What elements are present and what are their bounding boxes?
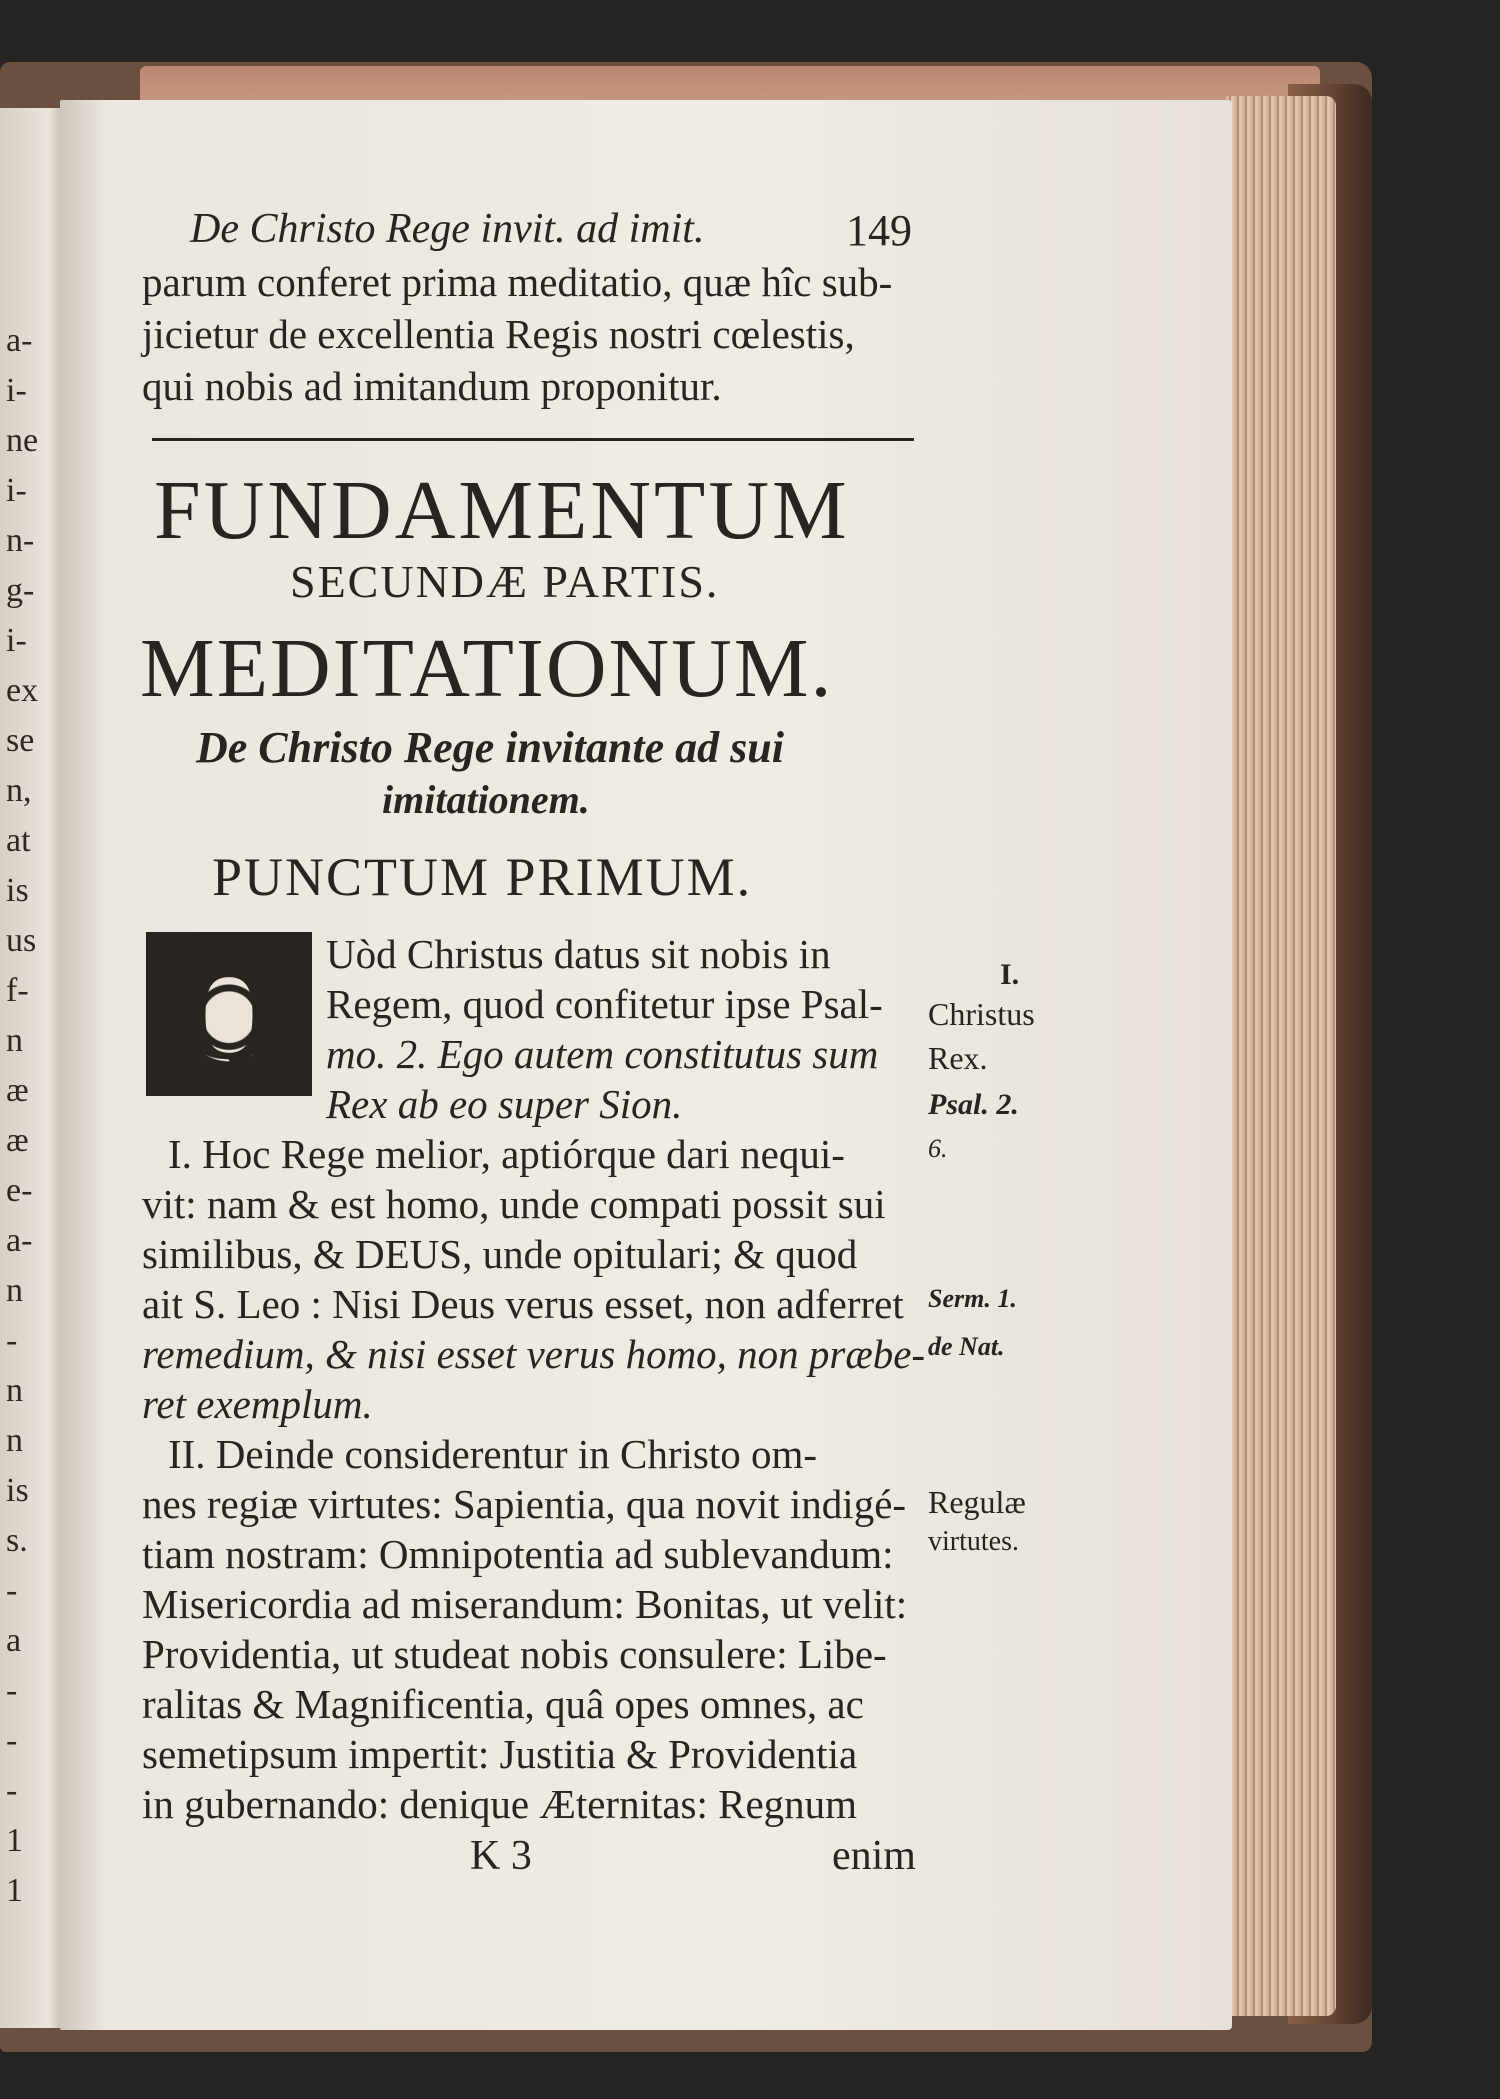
body-line: ait S. Leo : Nisi Deus verus esset, non adferret — [142, 1281, 904, 1327]
catchword: enim — [832, 1833, 916, 1879]
body-line: similibus, & DEUS, unde opitulari; & quod — [142, 1231, 858, 1277]
body-line: Misericordia ad miserandum: Bonitas, ut velit: — [142, 1581, 908, 1627]
left-page-fragment: i- — [6, 472, 27, 509]
left-page-fragment: a- — [6, 1222, 33, 1259]
margin-note: Psal. 2. — [928, 1088, 1019, 1121]
left-page-fragment: 1 — [6, 1822, 23, 1859]
left-page-fragment: e- — [6, 1172, 33, 1209]
body-line: tiam nostram: Omnipotentia ad sublevandum: — [142, 1531, 894, 1577]
left-page-fragment: g- — [6, 572, 35, 609]
body-line: vit: nam & est homo, unde compati possit sui — [142, 1181, 886, 1227]
left-page-fragment: - — [6, 1772, 18, 1809]
body-line: I. Hoc Rege melior, aptiórque dari nequi- — [168, 1131, 845, 1177]
cap-line: Regem, quod confitetur ipse Psal- — [326, 981, 883, 1027]
heading-fundamentum: FUNDAMENTUM — [154, 464, 850, 557]
left-page-fragment: a — [6, 1622, 22, 1659]
left-page-fragment: i- — [6, 622, 27, 659]
margin-note: I. — [1000, 958, 1020, 991]
left-page — [0, 108, 62, 2028]
ornamental-drop-cap — [146, 932, 312, 1096]
left-page-fragment: n, — [6, 772, 32, 809]
intro-line: parum conferet prima meditatio, quæ hîc sub- — [142, 259, 893, 305]
body-line: semetipsum impertit: Justitia & Providentia — [142, 1731, 858, 1777]
left-page-fragment: is — [6, 1472, 29, 1509]
left-page-fragment: s. — [6, 1522, 28, 1559]
cap-line: Rex ab eo super Sion. — [326, 1081, 683, 1127]
margin-note: Rex. — [928, 1040, 988, 1076]
left-page-fragment: n — [6, 1422, 23, 1459]
heading-secundae-partis: SECUNDÆ PARTIS. — [290, 556, 720, 607]
heading-meditationum: MEDITATIONUM. — [140, 622, 834, 715]
left-page-fragment: n — [6, 1272, 23, 1309]
cap-line: Uòd Christus datus sit nobis in — [326, 931, 831, 977]
left-page-fragment: - — [6, 1322, 18, 1359]
left-page-fragment: f- — [6, 972, 29, 1009]
intro-line: jicietur de excellentia Regis nostri cœlestis, — [142, 311, 855, 357]
body-line: II. Deinde considerentur in Christo om- — [168, 1431, 818, 1477]
margin-note: Regulæ — [928, 1484, 1026, 1520]
margin-note: virtutes. — [928, 1526, 1019, 1557]
left-page-fragment: us — [6, 922, 37, 959]
left-page-fragment: æ — [6, 1122, 29, 1159]
body-line: ralitas & Magnificentia, quâ opes omnes, ac — [142, 1681, 864, 1727]
body-line: nes regiæ virtutes: Sapientia, qua novit indigé- — [142, 1481, 907, 1527]
body-line: in gubernando: denique Æternitas: Regnum — [142, 1781, 858, 1827]
left-page-fragment: - — [6, 1672, 18, 1709]
margin-note: Christus — [928, 996, 1035, 1032]
margin-note: de Nat. — [928, 1332, 1005, 1361]
left-page-fragment: - — [6, 1722, 18, 1759]
body-line: remedium, & nisi esset verus homo, non præbe- — [142, 1331, 926, 1377]
left-page-fragment: i- — [6, 372, 27, 409]
left-page-fragment: is — [6, 872, 29, 909]
running-head: De Christo Rege invit. ad imit. — [190, 206, 705, 252]
cap-line: mo. 2. Ego autem constitutus sum — [326, 1031, 879, 1077]
left-page-fragment: ex — [6, 672, 39, 709]
page-fore-edge — [1226, 96, 1336, 2016]
left-page-fragment: n- — [6, 522, 35, 559]
margin-note: Serm. 1. — [928, 1284, 1017, 1313]
subtitle-line: De Christo Rege invitante ad sui — [196, 723, 784, 772]
intro-line: qui nobis ad imitandum proponitur. — [142, 363, 722, 409]
left-page-fragment: æ — [6, 1072, 29, 1109]
left-page-fragment: a- — [6, 322, 33, 359]
body-line: Providentia, ut studeat nobis consulere: Libe- — [142, 1631, 887, 1677]
left-page-fragment: n — [6, 1022, 23, 1059]
left-page-fragment: se — [6, 722, 35, 759]
section-heading: PUNCTUM PRIMUM. — [212, 847, 753, 907]
page-number: 149 — [846, 206, 912, 255]
left-page-fragment: n — [6, 1372, 23, 1409]
subtitle-line: imitationem. — [382, 777, 590, 822]
body-line: ret exemplum. — [142, 1381, 373, 1427]
left-page-fragment: at — [6, 822, 31, 859]
left-page-fragment: 1 — [6, 1872, 23, 1909]
divider-rule — [152, 438, 914, 441]
left-page-fragment: ne — [6, 422, 39, 459]
signature-mark: K 3 — [470, 1833, 532, 1879]
margin-note: 6. — [928, 1134, 948, 1163]
left-page-fragment: - — [6, 1572, 18, 1609]
drop-cap-letter: Q — [177, 940, 281, 1087]
